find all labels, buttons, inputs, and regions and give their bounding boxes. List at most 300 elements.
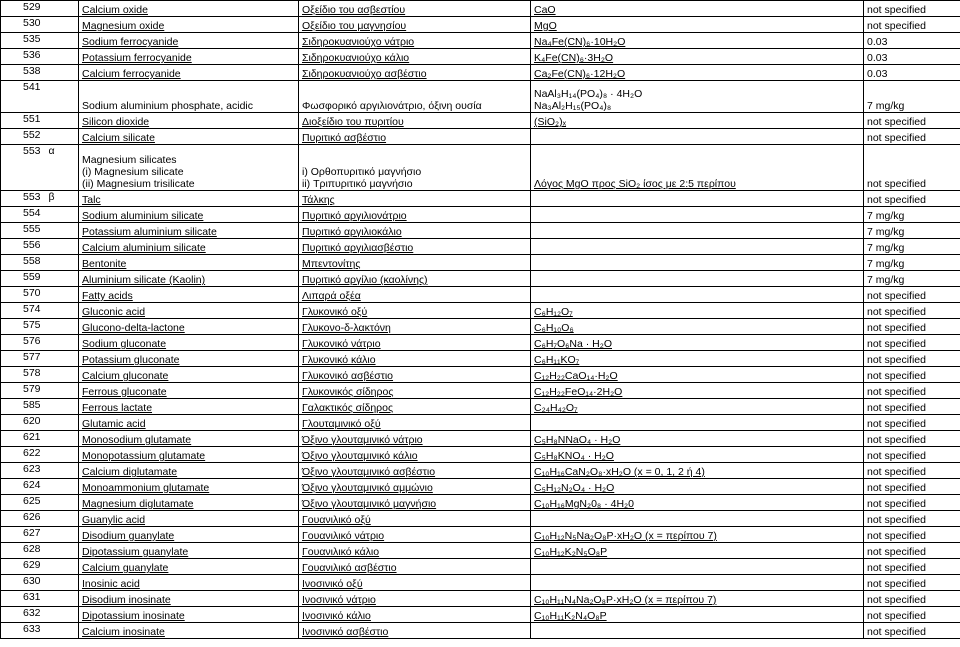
chemical-formula: C₂₄H₄₂O₇: [534, 402, 578, 414]
english-name: Monosodium glutamate: [82, 434, 192, 446]
table-row: [1, 1, 960, 17]
english-name-cell: [79, 81, 299, 113]
english-name: Disodium guanylate: [82, 530, 175, 542]
max-limit: 7 mg/kg: [867, 242, 905, 254]
table-row: [1, 113, 960, 129]
english-name-cell: [79, 33, 299, 49]
formula-cell: [531, 255, 864, 271]
table-row: [1, 49, 960, 65]
e-number-cell: [1, 559, 79, 575]
greek-name-cell: [299, 49, 531, 65]
e-number-cell: [1, 113, 79, 129]
limit-cell: [864, 431, 960, 447]
e-number-cell: [1, 495, 79, 511]
english-name: Sodium gluconate: [82, 338, 167, 350]
table-row: [1, 399, 960, 415]
english-name-cell: [79, 335, 299, 351]
e-number: 632: [23, 607, 41, 619]
greek-name-cell: [299, 351, 531, 367]
table-row: [1, 591, 960, 607]
limit-cell: [864, 239, 960, 255]
english-name: Calcium ferrocyanide: [82, 68, 181, 80]
chemical-formula: K₄Fe(CN)₆·3H₂O: [534, 52, 614, 64]
greek-name-cell: [299, 527, 531, 543]
table-row: [1, 81, 960, 113]
greek-name-cell: [299, 399, 531, 415]
max-limit: 0.03: [867, 52, 888, 64]
max-limit: not specified: [867, 466, 926, 478]
e-number-cell: [1, 65, 79, 81]
greek-name: Οξείδιο του μαγνησίου: [302, 20, 407, 32]
greek-name: Γλυκονικό ασβέστιο: [302, 370, 394, 382]
formula-cell: [531, 495, 864, 511]
max-limit: not specified: [867, 4, 926, 16]
e-number: 576: [23, 335, 41, 347]
table-row: [1, 479, 960, 495]
greek-name-cell: [299, 145, 531, 191]
greek-name-cell: [299, 511, 531, 527]
e-number: 538: [23, 65, 41, 77]
table-row: [1, 447, 960, 463]
e-number: 629: [23, 559, 41, 571]
table-row: [1, 431, 960, 447]
english-name-cell: [79, 191, 299, 207]
english-name-cell: [79, 559, 299, 575]
table-row: [1, 607, 960, 623]
chemical-formula: CaO: [534, 4, 556, 16]
max-limit: not specified: [867, 116, 926, 128]
formula-cell: [531, 607, 864, 623]
max-limit: not specified: [867, 418, 926, 430]
english-name-cell: [79, 287, 299, 303]
greek-name-cell: [299, 607, 531, 623]
formula-cell: [531, 591, 864, 607]
limit-cell: [864, 65, 960, 81]
limit-cell: [864, 559, 960, 575]
formula-cell: [531, 399, 864, 415]
greek-name-cell: [299, 575, 531, 591]
e-number-cell: [1, 81, 79, 113]
chemical-formula: (SiO₂)ₓ: [534, 116, 567, 128]
formula-cell: [531, 335, 864, 351]
e-number: 554: [23, 207, 41, 219]
max-limit: not specified: [867, 178, 926, 190]
formula-cell: [531, 351, 864, 367]
chemical-formula: C₁₂H₂₂FeO₁₄·2H₂O: [534, 386, 623, 398]
e-number: 552: [23, 129, 41, 141]
english-name-cell: [79, 527, 299, 543]
limit-cell: [864, 447, 960, 463]
max-limit: not specified: [867, 386, 926, 398]
limit-cell: [864, 463, 960, 479]
formula-cell: [531, 559, 864, 575]
e-number-cell: [1, 463, 79, 479]
max-limit: not specified: [867, 562, 926, 574]
english-name-cell: [79, 303, 299, 319]
english-name: Magnesium diglutamate: [82, 498, 194, 510]
english-name: Calcium silicate: [82, 132, 155, 144]
limit-cell: [864, 145, 960, 191]
greek-name: Σιδηροκυανιούχο νάτριο: [302, 36, 415, 48]
formula-cell: [531, 447, 864, 463]
chemical-formula: C₁₀H₁₂N₅Na₂O₈P·xH₂O (x = περίπου 7): [534, 530, 717, 542]
greek-name: Όξινο γλουταμινικό νάτριο: [302, 434, 423, 446]
e-number: 535: [23, 33, 41, 45]
greek-name-cell: [299, 623, 531, 639]
table-row: [1, 351, 960, 367]
e-number-cell: [1, 303, 79, 319]
greek-name: Φωσφορικό αργιλιονάτριο, όξινη ουσία: [302, 100, 482, 112]
e-number-cell: [1, 383, 79, 399]
formula-cell: [531, 463, 864, 479]
table-row: [1, 463, 960, 479]
limit-cell: [864, 1, 960, 17]
chemical-formula: C₆H₁₀O₆: [534, 322, 574, 334]
e-number-cell: [1, 415, 79, 431]
english-name: Sodium aluminium silicate: [82, 210, 204, 222]
chemical-formula: Na₄Fe(CN)₆·10H₂O: [534, 36, 626, 48]
english-name-cell: [79, 129, 299, 145]
table-row: [1, 623, 960, 639]
greek-name: Τάλκης: [302, 194, 335, 206]
e-number: 529: [23, 1, 41, 13]
english-name: Potassium gluconate: [82, 354, 180, 366]
greek-name-cell: [299, 415, 531, 431]
e-number: 559: [23, 271, 41, 283]
english-name: Sodium aluminium phosphate, acidic: [82, 100, 254, 112]
greek-name-cell: [299, 335, 531, 351]
max-limit: not specified: [867, 594, 926, 606]
greek-name: Γουανιλικό νάτριο: [302, 530, 385, 542]
formula-cell: [531, 145, 864, 191]
e-number: 578: [23, 367, 41, 379]
formula-cell: [531, 303, 864, 319]
greek-name: Γλυκονικό κάλιο: [302, 354, 376, 366]
formula-cell: [531, 223, 864, 239]
e-number-cell: [1, 511, 79, 527]
greek-name: Σιδηροκυανιούχο κάλιο: [302, 52, 410, 64]
formula-cell: [531, 623, 864, 639]
table-row: [1, 33, 960, 49]
e-number-suffix: α: [48, 145, 55, 157]
greek-name: Μπεντονίτης: [302, 258, 361, 270]
greek-name-cell: [299, 81, 531, 113]
e-number: 628: [23, 543, 41, 555]
chemical-formula: C₆H₇O₆Na · H₂O: [534, 338, 612, 350]
e-number: 541: [23, 81, 41, 93]
english-name: Calcium inosinate: [82, 626, 165, 638]
table-row: [1, 129, 960, 145]
english-name: Gluconic acid: [82, 306, 146, 318]
max-limit: not specified: [867, 322, 926, 334]
greek-name: Διοξείδιο του πυριτίου: [302, 116, 404, 128]
limit-cell: [864, 543, 960, 559]
english-name: Calcium aluminium silicate: [82, 242, 206, 254]
chemical-formula: Λόγος MgO προς SiO₂ ίσος με 2:5 περίπου: [534, 178, 736, 190]
english-name: Magnesium silicates: [82, 154, 177, 166]
e-number: 627: [23, 527, 41, 539]
e-number-cell: [1, 271, 79, 287]
english-name: Silicon dioxide: [82, 116, 150, 128]
english-name: Calcium guanylate: [82, 562, 169, 574]
english-name-cell: [79, 239, 299, 255]
table-row: [1, 511, 960, 527]
english-name-cell: [79, 511, 299, 527]
english-name: Calcium oxide: [82, 4, 148, 16]
greek-name: Ινοσινικό ασβέστιο: [302, 626, 389, 638]
e-number: 551: [23, 113, 41, 125]
table-row: [1, 543, 960, 559]
greek-name-cell: [299, 65, 531, 81]
max-limit: 7 mg/kg: [867, 226, 905, 238]
limit-cell: [864, 607, 960, 623]
english-name: Dipotassium guanylate: [82, 546, 189, 558]
table-row: [1, 145, 960, 191]
greek-name: Ινοσινικό οξύ: [302, 578, 363, 590]
max-limit: not specified: [867, 402, 926, 414]
english-name-line-2: (i) Magnesium silicate: [82, 166, 184, 178]
limit-cell: [864, 623, 960, 639]
e-number: 626: [23, 511, 41, 523]
formula-cell: [531, 319, 864, 335]
chemical-formula: C₆H₁₂O₇: [534, 306, 573, 318]
e-number-cell: [1, 431, 79, 447]
limit-cell: [864, 223, 960, 239]
greek-name-cell: [299, 559, 531, 575]
limit-cell: [864, 191, 960, 207]
english-name-cell: [79, 447, 299, 463]
english-name: Ferrous gluconate: [82, 386, 167, 398]
max-limit: not specified: [867, 546, 926, 558]
english-name-cell: [79, 383, 299, 399]
formula-cell: [531, 113, 864, 129]
english-name-cell: [79, 255, 299, 271]
greek-name-cell: [299, 319, 531, 335]
e-number: 623: [23, 463, 41, 475]
max-limit: not specified: [867, 132, 926, 144]
table-row: [1, 383, 960, 399]
formula-cell: [531, 575, 864, 591]
max-limit: not specified: [867, 578, 926, 590]
greek-name: i) Ορθοπυριτικό μαγνήσιο: [302, 166, 422, 178]
limit-cell: [864, 575, 960, 591]
e-number: 577: [23, 351, 41, 363]
greek-name-cell: [299, 223, 531, 239]
chemical-formula: C₁₀H₁₂K₂N₅O₈P: [534, 546, 608, 558]
table-row: [1, 495, 960, 511]
max-limit: not specified: [867, 338, 926, 350]
table-row: [1, 335, 960, 351]
e-number-cell: [1, 591, 79, 607]
greek-name-cell: [299, 287, 531, 303]
table-row: [1, 65, 960, 81]
formula-cell: [531, 271, 864, 287]
table-row: [1, 575, 960, 591]
chemical-formula: C₁₀H₁₁N₄Na₂O₈P·xH₂O (x = περίπου 7): [534, 594, 717, 606]
e-number: 556: [23, 239, 41, 251]
e-number-cell: [1, 239, 79, 255]
english-name-cell: [79, 463, 299, 479]
e-number-suffix: β: [48, 191, 55, 203]
english-name: Guanylic acid: [82, 514, 146, 526]
limit-cell: [864, 287, 960, 303]
greek-name: Ινοσινικό νάτριο: [302, 594, 376, 606]
greek-name-cell: [299, 191, 531, 207]
limit-cell: [864, 527, 960, 543]
english-name-cell: [79, 319, 299, 335]
limit-cell: [864, 415, 960, 431]
e-number: 579: [23, 383, 41, 395]
greek-name-cell: [299, 495, 531, 511]
table-row: [1, 367, 960, 383]
e-number: 575: [23, 319, 41, 331]
english-name-cell: [79, 351, 299, 367]
english-name: Talc: [82, 194, 101, 206]
greek-name: Γλουταμινικό οξύ: [302, 418, 381, 430]
formula-cell: [531, 511, 864, 527]
chemical-formula: C₆H₁₁KO₇: [534, 354, 580, 366]
e-number-cell: [1, 351, 79, 367]
limit-cell: [864, 113, 960, 129]
e-number-cell: [1, 335, 79, 351]
max-limit: not specified: [867, 194, 926, 206]
limit-cell: [864, 367, 960, 383]
english-name: Calcium gluconate: [82, 370, 169, 382]
table-row: [1, 559, 960, 575]
greek-name: Όξινο γλουταμινικό ασβέστιο: [302, 466, 436, 478]
max-limit: not specified: [867, 514, 926, 526]
e-number-cell: [1, 145, 79, 191]
e-number-cell: [1, 623, 79, 639]
english-name-cell: [79, 1, 299, 17]
e-number-cell: [1, 223, 79, 239]
chemical-formula: C₁₀H₁₁K₂N₄O₈P: [534, 610, 607, 622]
max-limit: not specified: [867, 450, 926, 462]
english-name: Magnesium oxide: [82, 20, 165, 32]
e-number-cell: [1, 287, 79, 303]
e-number-cell: [1, 1, 79, 17]
greek-name: Γουανιλικό κάλιο: [302, 546, 380, 558]
table-body: [1, 1, 960, 639]
table-row: [1, 223, 960, 239]
limit-cell: [864, 255, 960, 271]
e-number-cell: [1, 191, 79, 207]
english-name-cell: [79, 431, 299, 447]
greek-name: Πυριτικό αργιλιονάτριο: [302, 210, 407, 222]
table-row: [1, 303, 960, 319]
e-number-cell: [1, 543, 79, 559]
chemical-formula: C₅H₈NNaO₄ · H₂O: [534, 434, 621, 446]
english-name-cell: [79, 271, 299, 287]
e-number: 555: [23, 223, 41, 235]
max-limit: 7 mg/kg: [867, 258, 905, 270]
formula-cell: [531, 383, 864, 399]
e-number-cell: [1, 479, 79, 495]
max-limit: not specified: [867, 530, 926, 542]
e-number: 574: [23, 303, 41, 315]
table-row: [1, 271, 960, 287]
table-row: [1, 207, 960, 223]
e-number-cell: [1, 319, 79, 335]
formula-cell: [531, 367, 864, 383]
english-name-cell: [79, 223, 299, 239]
e-number-cell: [1, 49, 79, 65]
english-name-cell: [79, 113, 299, 129]
e-number-cell: [1, 207, 79, 223]
greek-name: Λιπαρά οξέα: [302, 290, 361, 302]
formula-cell: [531, 207, 864, 223]
e-number: 633: [23, 623, 41, 635]
max-limit: not specified: [867, 482, 926, 494]
english-name-cell: [79, 367, 299, 383]
formula-cell: [531, 431, 864, 447]
greek-name-cell: [299, 129, 531, 145]
greek-name-cell: [299, 113, 531, 129]
limit-cell: [864, 383, 960, 399]
english-name: Glutamic acid: [82, 418, 146, 430]
limit-cell: [864, 33, 960, 49]
english-name-cell: [79, 207, 299, 223]
english-name-cell: [79, 495, 299, 511]
limit-cell: [864, 479, 960, 495]
greek-name-cell: [299, 1, 531, 17]
e-number: 620: [23, 415, 41, 427]
e-number-cell: [1, 17, 79, 33]
english-name: Calcium diglutamate: [82, 466, 178, 478]
english-name-cell: [79, 399, 299, 415]
limit-cell: [864, 399, 960, 415]
english-name: Dipotassium inosinate: [82, 610, 185, 622]
greek-name: Πυριτικό ασβέστιο: [302, 132, 387, 144]
greek-name: Σιδηροκυανιούχο ασβέστιο: [302, 68, 427, 80]
greek-name-cell: [299, 33, 531, 49]
e-number: 625: [23, 495, 41, 507]
formula-cell: [531, 33, 864, 49]
limit-cell: [864, 81, 960, 113]
formula-cell: [531, 49, 864, 65]
greek-name-cell: [299, 463, 531, 479]
max-limit: not specified: [867, 20, 926, 32]
e-number: 585: [23, 399, 41, 411]
english-name: Bentonite: [82, 258, 127, 270]
max-limit: 0.03: [867, 36, 888, 48]
greek-name-cell: [299, 271, 531, 287]
english-name: Fatty acids: [82, 290, 133, 302]
formula-cell: [531, 81, 864, 113]
greek-name: Γλυκονικός σίδηρος: [302, 386, 394, 398]
greek-name: Ινοσινικό κάλιο: [302, 610, 371, 622]
greek-name-cell: [299, 239, 531, 255]
greek-name-cell: [299, 479, 531, 495]
english-name-cell: [79, 145, 299, 191]
greek-name-cell: [299, 543, 531, 559]
max-limit: 7 mg/kg: [867, 210, 905, 222]
limit-cell: [864, 271, 960, 287]
e-number-cell: [1, 399, 79, 415]
english-name-cell: [79, 591, 299, 607]
formula-cell: [531, 191, 864, 207]
greek-name-cell: [299, 367, 531, 383]
chemical-formula: C₁₂H₂₂CaO₁₄·H₂O: [534, 370, 618, 382]
english-name: Inosinic acid: [82, 578, 140, 590]
formula-cell: [531, 129, 864, 145]
greek-name: Γλυκονικό οξύ: [302, 306, 368, 318]
e-number-cell: [1, 575, 79, 591]
max-limit: not specified: [867, 610, 926, 622]
limit-cell: [864, 49, 960, 65]
english-name-cell: [79, 623, 299, 639]
max-limit: not specified: [867, 498, 926, 510]
